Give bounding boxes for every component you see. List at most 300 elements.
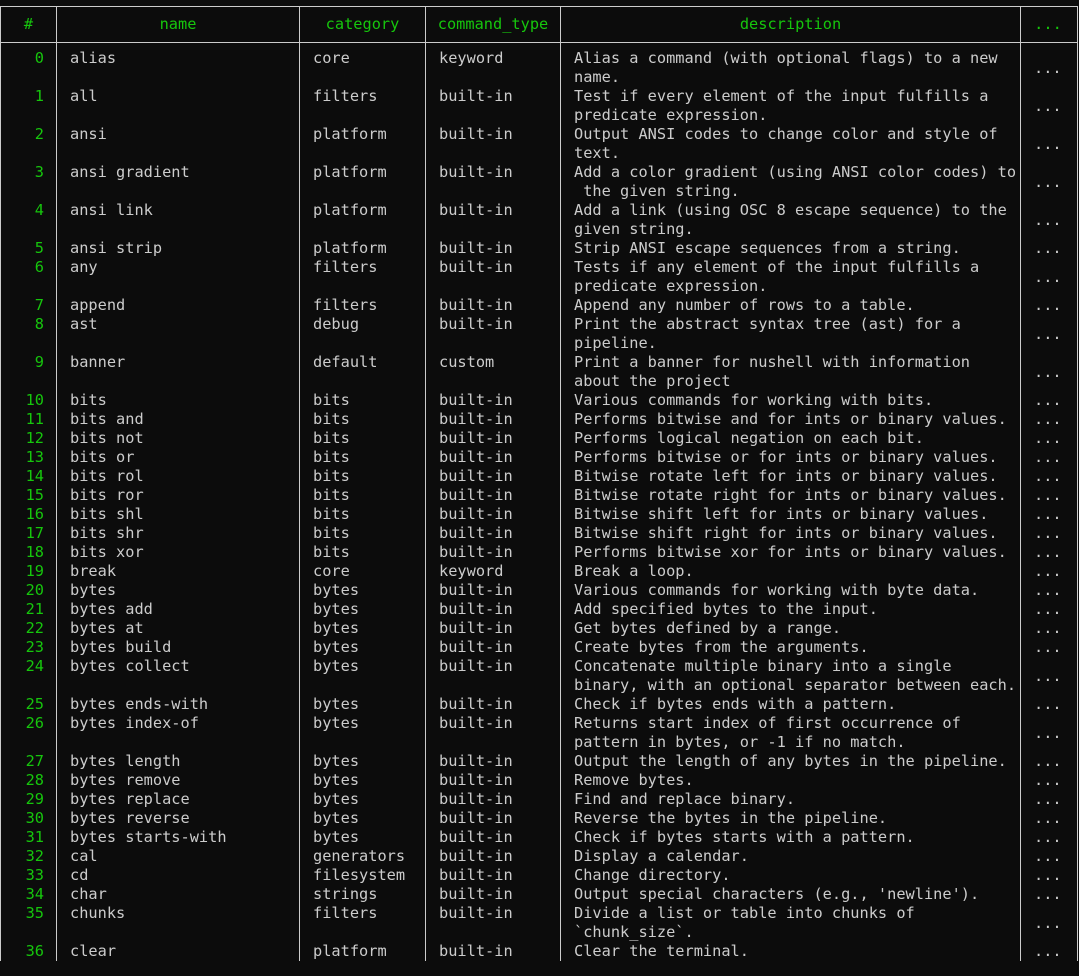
header-index: # bbox=[23, 15, 34, 33]
command-name: bytes remove bbox=[56, 771, 299, 790]
description-line: the given string. bbox=[574, 182, 740, 200]
command-category: bytes bbox=[299, 600, 425, 619]
command-category: bits bbox=[299, 467, 425, 486]
more-columns-cell: ... bbox=[1020, 619, 1075, 638]
more-columns-cell: ... bbox=[1020, 391, 1075, 410]
table-row bbox=[1, 315, 1077, 353]
header-name: name bbox=[56, 7, 299, 42]
command-type: built-in bbox=[425, 239, 560, 258]
command-type: built-in bbox=[425, 619, 560, 638]
table-row bbox=[1, 429, 1077, 448]
description-line: Add a link (using OSC 8 escape sequence) to the bbox=[574, 201, 1007, 219]
description-line: predicate expression. bbox=[574, 106, 768, 124]
command-description bbox=[560, 410, 1020, 429]
command-name: ansi strip bbox=[56, 239, 299, 258]
command-name: bytes bbox=[56, 581, 299, 600]
description-line: given string. bbox=[574, 220, 694, 238]
table-row bbox=[1, 163, 1077, 201]
description-line: text. bbox=[574, 144, 621, 162]
command-name: bits and bbox=[56, 410, 299, 429]
command-description bbox=[560, 391, 1020, 410]
table-row bbox=[1, 562, 1077, 581]
command-description bbox=[560, 353, 1020, 391]
description-line: Clear the terminal. bbox=[574, 942, 749, 960]
command-description bbox=[560, 657, 1020, 695]
command-type: built-in bbox=[425, 657, 560, 695]
command-category: default bbox=[299, 353, 425, 391]
table-row bbox=[1, 467, 1077, 486]
command-category: platform bbox=[299, 125, 425, 163]
description-line: Performs bitwise xor for ints or binary values. bbox=[574, 543, 1007, 561]
description-line: about the project bbox=[574, 372, 731, 390]
row-index: 8 bbox=[34, 315, 44, 333]
table-header bbox=[1, 7, 1077, 43]
description-line: predicate expression. bbox=[574, 277, 768, 295]
command-name: banner bbox=[56, 353, 299, 391]
command-category: core bbox=[299, 49, 425, 87]
table-row bbox=[1, 904, 1077, 942]
row-index: 23 bbox=[25, 638, 44, 656]
command-description bbox=[560, 904, 1020, 942]
more-columns-cell: ... bbox=[1020, 87, 1075, 125]
command-description bbox=[560, 695, 1020, 714]
table-row bbox=[1, 353, 1077, 391]
description-line: Bitwise rotate right for ints or binary values. bbox=[574, 486, 1007, 504]
command-name: alias bbox=[56, 49, 299, 87]
command-description bbox=[560, 315, 1020, 353]
command-description bbox=[560, 296, 1020, 315]
description-line: Divide a list or table into chunks of bbox=[574, 904, 915, 922]
command-type: built-in bbox=[425, 581, 560, 600]
command-name: bytes collect bbox=[56, 657, 299, 695]
more-columns-cell: ... bbox=[1020, 638, 1075, 657]
command-category: filesystem bbox=[299, 866, 425, 885]
command-type: built-in bbox=[425, 163, 560, 201]
table-row bbox=[1, 201, 1077, 239]
row-index: 24 bbox=[25, 657, 44, 675]
command-category: bits bbox=[299, 505, 425, 524]
description-line: Output ANSI codes to change color and style of bbox=[574, 125, 998, 143]
description-line: binary, with an optional separator between each. bbox=[574, 676, 1017, 694]
description-line: Bitwise rotate left for ints or binary values. bbox=[574, 467, 998, 485]
more-columns-cell: ... bbox=[1020, 543, 1075, 562]
row-index: 31 bbox=[25, 828, 44, 846]
command-description bbox=[560, 600, 1020, 619]
command-category: generators bbox=[299, 847, 425, 866]
more-columns-cell: ... bbox=[1020, 771, 1075, 790]
header-more: ... bbox=[1020, 7, 1075, 42]
command-description bbox=[560, 619, 1020, 638]
command-category: platform bbox=[299, 239, 425, 258]
row-index: 7 bbox=[34, 296, 44, 314]
row-index: 5 bbox=[34, 239, 44, 257]
command-type: built-in bbox=[425, 771, 560, 790]
table-row bbox=[1, 790, 1077, 809]
more-columns-cell: ... bbox=[1020, 581, 1075, 600]
command-type: built-in bbox=[425, 125, 560, 163]
description-line: Various commands for working with byte data. bbox=[574, 581, 980, 599]
more-columns-cell: ... bbox=[1020, 258, 1075, 296]
command-name: bytes starts-with bbox=[56, 828, 299, 847]
command-description bbox=[560, 847, 1020, 866]
command-type: built-in bbox=[425, 543, 560, 562]
command-description bbox=[560, 87, 1020, 125]
command-type: built-in bbox=[425, 752, 560, 771]
row-index: 33 bbox=[25, 866, 44, 884]
command-description bbox=[560, 429, 1020, 448]
command-description bbox=[560, 771, 1020, 790]
header-description: description bbox=[560, 7, 1020, 42]
command-description bbox=[560, 714, 1020, 752]
command-category: filters bbox=[299, 258, 425, 296]
command-category: platform bbox=[299, 942, 425, 961]
description-line: Check if bytes starts with a pattern. bbox=[574, 828, 915, 846]
command-name: bytes length bbox=[56, 752, 299, 771]
description-line: name. bbox=[574, 68, 621, 86]
command-category: bytes bbox=[299, 752, 425, 771]
table-row bbox=[1, 543, 1077, 562]
more-columns-cell: ... bbox=[1020, 904, 1075, 942]
table-row bbox=[1, 714, 1077, 752]
row-index: 21 bbox=[25, 600, 44, 618]
table-row bbox=[1, 657, 1077, 695]
table-row bbox=[1, 258, 1077, 296]
description-line: Reverse the bytes in the pipeline. bbox=[574, 809, 888, 827]
table-row bbox=[1, 695, 1077, 714]
description-line: Tests if any element of the input fulfills a bbox=[574, 258, 980, 276]
row-index: 11 bbox=[25, 410, 44, 428]
table-row bbox=[1, 771, 1077, 790]
command-category: filters bbox=[299, 87, 425, 125]
command-name: bits or bbox=[56, 448, 299, 467]
row-index: 12 bbox=[25, 429, 44, 447]
command-description bbox=[560, 163, 1020, 201]
command-name: bits not bbox=[56, 429, 299, 448]
description-line: Find and replace binary. bbox=[574, 790, 796, 808]
table-row bbox=[1, 505, 1077, 524]
more-columns-cell: ... bbox=[1020, 239, 1075, 258]
command-name: ast bbox=[56, 315, 299, 353]
command-name: bits bbox=[56, 391, 299, 410]
command-description bbox=[560, 638, 1020, 657]
command-type: built-in bbox=[425, 695, 560, 714]
command-type: built-in bbox=[425, 885, 560, 904]
command-type: built-in bbox=[425, 524, 560, 543]
command-type: built-in bbox=[425, 847, 560, 866]
description-line: Output the length of any bytes in the pipeline. bbox=[574, 752, 1007, 770]
row-index: 35 bbox=[25, 904, 44, 922]
more-columns-cell: ... bbox=[1020, 524, 1075, 543]
table-row bbox=[1, 87, 1077, 125]
command-type: built-in bbox=[425, 486, 560, 505]
table-row bbox=[1, 752, 1077, 771]
more-columns-cell: ... bbox=[1020, 429, 1075, 448]
command-type: built-in bbox=[425, 638, 560, 657]
command-category: platform bbox=[299, 163, 425, 201]
more-columns-cell: ... bbox=[1020, 353, 1075, 391]
command-name: char bbox=[56, 885, 299, 904]
command-name: bytes at bbox=[56, 619, 299, 638]
more-columns-cell: ... bbox=[1020, 752, 1075, 771]
command-type: built-in bbox=[425, 828, 560, 847]
command-category: bytes bbox=[299, 581, 425, 600]
command-name: break bbox=[56, 562, 299, 581]
command-description bbox=[560, 239, 1020, 258]
row-index: 0 bbox=[34, 49, 44, 67]
command-name: bytes ends-with bbox=[56, 695, 299, 714]
command-category: bytes bbox=[299, 809, 425, 828]
command-name: bytes replace bbox=[56, 790, 299, 809]
more-columns-cell: ... bbox=[1020, 942, 1075, 961]
description-line: Create bytes from the arguments. bbox=[574, 638, 869, 656]
command-category: bytes bbox=[299, 695, 425, 714]
more-columns-cell: ... bbox=[1020, 296, 1075, 315]
more-columns-cell: ... bbox=[1020, 866, 1075, 885]
more-columns-cell: ... bbox=[1020, 49, 1075, 87]
table-row bbox=[1, 638, 1077, 657]
command-name: bits shr bbox=[56, 524, 299, 543]
row-index: 6 bbox=[34, 258, 44, 276]
command-type: keyword bbox=[425, 49, 560, 87]
row-index: 16 bbox=[25, 505, 44, 523]
header-command-type: command_type bbox=[425, 7, 560, 42]
table-body bbox=[1, 49, 1077, 961]
more-columns-cell: ... bbox=[1020, 486, 1075, 505]
more-columns-cell: ... bbox=[1020, 809, 1075, 828]
description-line: Break a loop. bbox=[574, 562, 694, 580]
table-row bbox=[1, 239, 1077, 258]
command-name: bytes index-of bbox=[56, 714, 299, 752]
command-name: bytes reverse bbox=[56, 809, 299, 828]
row-index: 22 bbox=[25, 619, 44, 637]
command-name: any bbox=[56, 258, 299, 296]
command-category: filters bbox=[299, 296, 425, 315]
description-line: Performs bitwise or for ints or binary values. bbox=[574, 448, 998, 466]
command-description bbox=[560, 562, 1020, 581]
command-name: cal bbox=[56, 847, 299, 866]
table-row bbox=[1, 600, 1077, 619]
more-columns-cell: ... bbox=[1020, 600, 1075, 619]
command-description bbox=[560, 125, 1020, 163]
more-columns-cell: ... bbox=[1020, 562, 1075, 581]
row-index: 2 bbox=[34, 125, 44, 143]
row-index: 32 bbox=[25, 847, 44, 865]
table-row bbox=[1, 49, 1077, 87]
command-category: bytes bbox=[299, 638, 425, 657]
description-line: Strip ANSI escape sequences from a string. bbox=[574, 239, 961, 257]
command-category: bits bbox=[299, 486, 425, 505]
command-name: bits rol bbox=[56, 467, 299, 486]
table-row bbox=[1, 866, 1077, 885]
row-index: 17 bbox=[25, 524, 44, 542]
command-type: built-in bbox=[425, 942, 560, 961]
command-description bbox=[560, 790, 1020, 809]
command-category: bits bbox=[299, 410, 425, 429]
table-row bbox=[1, 448, 1077, 467]
row-index: 27 bbox=[25, 752, 44, 770]
table-row bbox=[1, 125, 1077, 163]
command-type: built-in bbox=[425, 790, 560, 809]
command-name: ansi gradient bbox=[56, 163, 299, 201]
description-line: Concatenate multiple binary into a single bbox=[574, 657, 952, 675]
row-index: 26 bbox=[25, 714, 44, 732]
more-columns-cell: ... bbox=[1020, 695, 1075, 714]
row-index: 9 bbox=[34, 353, 44, 371]
description-line: Returns start index of first occurrence of bbox=[574, 714, 961, 732]
description-line: Get bytes defined by a range. bbox=[574, 619, 842, 637]
row-index: 25 bbox=[25, 695, 44, 713]
row-index: 13 bbox=[25, 448, 44, 466]
command-type: built-in bbox=[425, 866, 560, 885]
command-category: bits bbox=[299, 524, 425, 543]
description-line: Check if bytes ends with a pattern. bbox=[574, 695, 897, 713]
description-line: `chunk_size`. bbox=[574, 923, 694, 941]
more-columns-cell: ... bbox=[1020, 828, 1075, 847]
description-line: Alias a command (with optional flags) to a new bbox=[574, 49, 998, 67]
description-line: Various commands for working with bits. bbox=[574, 391, 934, 409]
command-type: built-in bbox=[425, 296, 560, 315]
command-type: built-in bbox=[425, 315, 560, 353]
command-category: core bbox=[299, 562, 425, 581]
command-description bbox=[560, 258, 1020, 296]
row-index: 14 bbox=[25, 467, 44, 485]
command-category: platform bbox=[299, 201, 425, 239]
command-category: bytes bbox=[299, 619, 425, 638]
table-row bbox=[1, 619, 1077, 638]
table-row bbox=[1, 885, 1077, 904]
command-type: keyword bbox=[425, 562, 560, 581]
command-name: bits shl bbox=[56, 505, 299, 524]
command-type: built-in bbox=[425, 600, 560, 619]
command-description bbox=[560, 942, 1020, 961]
description-line: pattern in bytes, or -1 if no match. bbox=[574, 733, 906, 751]
table-row bbox=[1, 847, 1077, 866]
more-columns-cell: ... bbox=[1020, 847, 1075, 866]
more-columns-cell: ... bbox=[1020, 448, 1075, 467]
command-category: filters bbox=[299, 904, 425, 942]
table-row bbox=[1, 296, 1077, 315]
command-description bbox=[560, 49, 1020, 87]
command-name: bits ror bbox=[56, 486, 299, 505]
command-name: ansi bbox=[56, 125, 299, 163]
command-name: cd bbox=[56, 866, 299, 885]
command-category: bytes bbox=[299, 790, 425, 809]
row-index: 36 bbox=[25, 942, 44, 960]
more-columns-cell: ... bbox=[1020, 790, 1075, 809]
row-index: 10 bbox=[25, 391, 44, 409]
description-line: Test if every element of the input fulfills a bbox=[574, 87, 989, 105]
more-columns-cell: ... bbox=[1020, 885, 1075, 904]
command-category: debug bbox=[299, 315, 425, 353]
table-row bbox=[1, 410, 1077, 429]
command-type: built-in bbox=[425, 904, 560, 942]
command-name: bits xor bbox=[56, 543, 299, 562]
description-line: Output special characters (e.g., 'newline'). bbox=[574, 885, 980, 903]
more-columns-cell: ... bbox=[1020, 657, 1075, 695]
command-description bbox=[560, 505, 1020, 524]
command-category: bytes bbox=[299, 828, 425, 847]
description-line: Performs logical negation on each bit. bbox=[574, 429, 924, 447]
description-line: Remove bytes. bbox=[574, 771, 694, 789]
command-description bbox=[560, 467, 1020, 486]
command-type: built-in bbox=[425, 467, 560, 486]
table-row bbox=[1, 524, 1077, 543]
description-line: Add specified bytes to the input. bbox=[574, 600, 878, 618]
description-line: Performs bitwise and for ints or binary values. bbox=[574, 410, 1007, 428]
command-category: strings bbox=[299, 885, 425, 904]
table-row bbox=[1, 581, 1077, 600]
command-description bbox=[560, 809, 1020, 828]
description-line: Display a calendar. bbox=[574, 847, 749, 865]
command-description bbox=[560, 866, 1020, 885]
command-category: bits bbox=[299, 391, 425, 410]
command-type: built-in bbox=[425, 429, 560, 448]
command-type: built-in bbox=[425, 87, 560, 125]
command-description bbox=[560, 524, 1020, 543]
command-type: custom bbox=[425, 353, 560, 391]
command-type: built-in bbox=[425, 201, 560, 239]
command-category: bits bbox=[299, 543, 425, 562]
command-category: bits bbox=[299, 448, 425, 467]
row-index: 3 bbox=[34, 163, 44, 181]
table-row bbox=[1, 942, 1077, 961]
command-description bbox=[560, 752, 1020, 771]
command-type: built-in bbox=[425, 391, 560, 410]
command-name: bytes add bbox=[56, 600, 299, 619]
command-type: built-in bbox=[425, 714, 560, 752]
command-type: built-in bbox=[425, 448, 560, 467]
description-line: Print a banner for nushell with information bbox=[574, 353, 971, 371]
description-line: Append any number of rows to a table. bbox=[574, 296, 915, 314]
description-line: Bitwise shift right for ints or binary values. bbox=[574, 524, 998, 542]
row-index: 29 bbox=[25, 790, 44, 808]
command-name: append bbox=[56, 296, 299, 315]
command-category: bits bbox=[299, 429, 425, 448]
more-columns-cell: ... bbox=[1020, 201, 1075, 239]
row-index: 15 bbox=[25, 486, 44, 504]
description-line: Bitwise shift left for ints or binary values. bbox=[574, 505, 989, 523]
command-name: clear bbox=[56, 942, 299, 961]
command-description bbox=[560, 885, 1020, 904]
description-line: pipeline. bbox=[574, 334, 657, 352]
header-category: category bbox=[299, 7, 425, 42]
table-row bbox=[1, 486, 1077, 505]
description-line: Change directory. bbox=[574, 866, 731, 884]
description-line: Add a color gradient (using ANSI color codes) to bbox=[574, 163, 1017, 181]
command-name: bytes build bbox=[56, 638, 299, 657]
command-type: built-in bbox=[425, 809, 560, 828]
table-row bbox=[1, 391, 1077, 410]
table-row bbox=[1, 809, 1077, 828]
row-index: 4 bbox=[34, 201, 44, 219]
command-description bbox=[560, 828, 1020, 847]
command-description bbox=[560, 581, 1020, 600]
command-name: all bbox=[56, 87, 299, 125]
row-index: 28 bbox=[25, 771, 44, 789]
more-columns-cell: ... bbox=[1020, 505, 1075, 524]
more-columns-cell: ... bbox=[1020, 410, 1075, 429]
row-index: 18 bbox=[25, 543, 44, 561]
command-type: built-in bbox=[425, 505, 560, 524]
row-index: 20 bbox=[25, 581, 44, 599]
commands-table bbox=[0, 6, 1078, 961]
command-description bbox=[560, 543, 1020, 562]
command-type: built-in bbox=[425, 258, 560, 296]
command-type: built-in bbox=[425, 410, 560, 429]
row-index: 30 bbox=[25, 809, 44, 827]
row-index: 34 bbox=[25, 885, 44, 903]
command-description bbox=[560, 486, 1020, 505]
